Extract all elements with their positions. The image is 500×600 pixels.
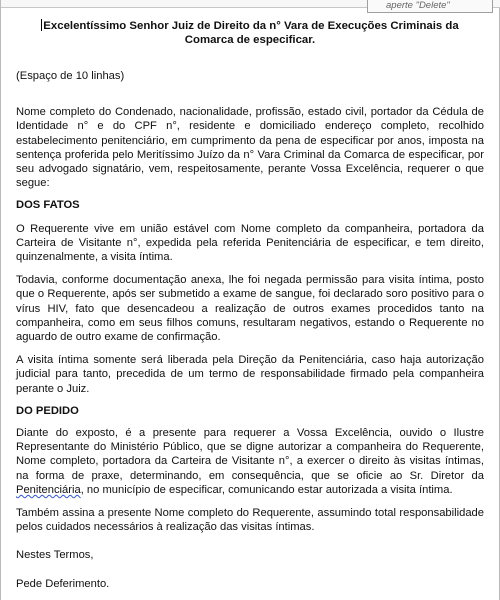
spacing-note: (Espaço de 10 linhas) <box>16 70 125 82</box>
facts-paragraph-2: Todavia, conforme documentação anexa, lhe foi negada permissão para visita íntima, posto que o Requerente, após ser submetido a exame de sangue, foi declarado soro positivo para o vírus HIV, fato que desencadeou a realização de outros exames procedidos tanto na companheira, como em seus filhos comuns, resultaram negativos, estando o Requerente no aguardo de outro exame de confirmação. <box>16 274 484 344</box>
document-body[interactable] <box>16 19 484 591</box>
document-title[interactable] <box>16 19 484 47</box>
document-title-text: Excelentíssimo Senhor Juiz de Direito da n° Vara de Execuções Criminais da Comarca de especificar. <box>43 20 459 46</box>
request-text-part-2: , no município de especificar, comunicando estar autorizada a visita íntima. <box>80 483 453 496</box>
section-heading-facts: DOS FATOS <box>16 199 80 212</box>
intro-paragraph: Nome completo do Condenado, nacionalidade, profissão, estado civil, portador da Cédula de Identidade n° e do CPF n°, residente e domiciliado endereço completo, recolhido estabelecimento penitenciário, em cumprimento da pena de especificar por anos, imposta na sentença proferida pelo Meritíssimo Juízo da n° Vara Criminal da Comarca de especificar, por seu advogado signatário, vem, respeitosamente, perante Vossa Excelência, requerer o que segue: <box>16 106 484 190</box>
section-heading-request: DO PEDIDO <box>16 404 79 417</box>
spellcheck-flagged-word[interactable]: Penitenciária <box>16 483 81 496</box>
closing-line-1: Nestes Termos, <box>16 549 94 562</box>
facts-paragraph-1: O Requerente vive em união estável com Nome completo da companheira, portadora da Carteira de Visitante n°, expedida pela referida Penitenciária de especificar, e tem direito, quinzenalmente, a visita íntima. <box>16 222 484 264</box>
editor-hint: aperte "Delete" <box>367 0 493 13</box>
closing-line-2: Pede Deferimento. <box>16 577 110 590</box>
request-text-part-1: Diante do exposto, é a presente para requerer a Vossa Excelência, ouvido o Ilustre Representante do Ministério Público, que se digne autorizar a companheira do Requerente, Nome completo, portadora da Carteira de Visitante n°, a exercer o direito às visitas íntimas, na forma de praxe, determinando, em consequência, que se oficie ao Sr. Diretor da <box>16 427 484 482</box>
facts-paragraph-3: A visita íntima somente será liberada pela Direção da Penitenciária, caso haja autorização judicial para tanto, precedida de um termo de responsabilidade firmado pela companheira perante o Juiz. <box>16 354 484 395</box>
request-paragraph-1 <box>16 426 484 497</box>
request-paragraph-2: Também assina a presente Nome completo do Requerente, assumindo total responsabilidade pelos cuidados necessários à realização das visitas íntimas. <box>16 507 484 534</box>
